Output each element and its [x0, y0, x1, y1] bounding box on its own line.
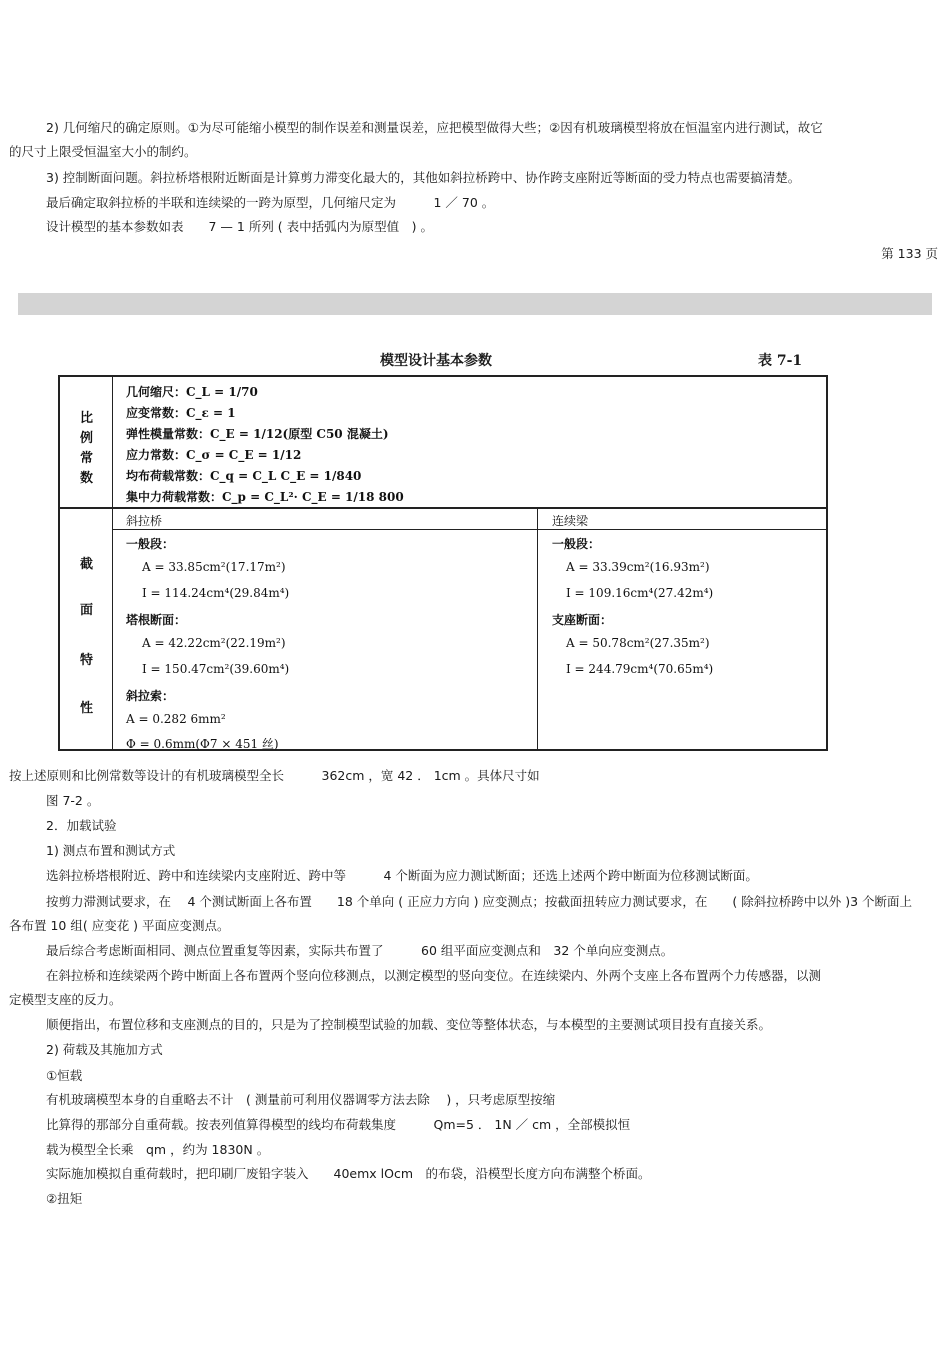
paragraph-line: 按剪力滞测试要求，在 4 个测试断面上各布置 18 个单向 ( 正应力方向 ) 应变测点；按截面扭转应力测试要求，在 ( 除斜拉桥跨中以外 )3 个断面上	[46, 894, 913, 909]
column-header-continuous-beam: 连续梁	[552, 514, 589, 528]
section-label-char: 例	[80, 431, 94, 446]
constant-line: 均布荷载常数：C_q = C_L C_E = 1/840	[126, 469, 362, 483]
constant-line: 应变常数：C_ε = 1	[126, 406, 236, 420]
page-divider-band	[18, 293, 932, 315]
section-property-line: 一般段：	[126, 537, 175, 551]
section-property-line: A = 50.78cm²(27.35m²)	[566, 636, 710, 650]
section-label-char: 常	[80, 451, 94, 466]
section-property-line: I = 244.79cm⁴(70.65m⁴)	[566, 662, 714, 676]
table-divider	[112, 377, 113, 749]
paragraph-line: 顺便指出，布置位移和支座测点的目的，只是为了控制模型试验的加载、变位等整体状态，与本模型的主要测试项目投有直接关系。	[46, 1017, 772, 1032]
paragraph-line: 3) 控制断面问题。斜拉桥塔根附近断面是计算剪力滞变化最大的，其他如斜拉桥跨中、协作跨支座附近等断面的受力特点也需要搞清楚。	[46, 170, 801, 185]
item-heading: ①恒载	[46, 1068, 83, 1083]
section-property-line: I = 150.47cm²(39.60m⁴)	[142, 662, 290, 676]
paragraph-line: 的尺寸上限受恒温室大小的制约。	[9, 144, 197, 159]
section-property-line: I = 109.16cm⁴(27.42m⁴)	[566, 586, 714, 600]
paragraph-line: 在斜拉桥和连续梁两个跨中断面上各布置两个竖向位移测点，以测定模型的竖向变位。在连续梁内、外两个支座上各布置两个力传感器，以测	[46, 968, 822, 983]
constant-line: 应力常数：C_σ = C_E = 1/12	[126, 448, 302, 462]
constant-line: 集中力荷载常数：C_p = C_L²· C_E = 1/18 800	[126, 490, 404, 504]
paragraph-line: 比算得的那部分自重荷载。按表列值算得模型的线均布荷载集度 Qm=5 ． 1N ／ cm ，全部模拟恒	[46, 1117, 631, 1132]
section-property-line: 塔根断面：	[126, 613, 187, 627]
table-divider	[60, 507, 826, 509]
paragraph-line: 按上述原则和比例常数等设计的有机玻璃模型全长 362cm ，宽 42 ． 1cm 。具体尺寸如	[9, 768, 540, 783]
table-divider	[112, 529, 826, 530]
section-label-char: 性	[80, 701, 94, 716]
section-label-char: 特	[80, 653, 94, 668]
item-heading: ②扭矩	[46, 1191, 83, 1206]
section-label-char: 面	[80, 603, 94, 618]
paragraph-line: 2) 几何缩尺的确定原则。①为尽可能缩小模型的制作误差和测量误差，应把模型做得大些；②因有机玻璃模型将放在恒温室内进行测试，故它	[46, 120, 823, 135]
table-title: 模型设计基本参数	[380, 353, 492, 369]
section-property-line: Φ = 0.6mm(Φ7 × 451 丝)	[126, 737, 279, 751]
table-divider	[537, 507, 538, 749]
paragraph-line: 最后综合考虑断面相同、测点位置重复等因素，实际共布置了 60 组平面应变测点和 32 个单向应变测点。	[46, 943, 674, 958]
section-property-line: 斜拉索：	[126, 689, 175, 703]
subsection-heading: 1) 测点布置和测试方式	[46, 843, 176, 858]
paragraph-line: 图 7-2 。	[46, 793, 100, 808]
paragraph-line: 有机玻璃模型本身的自重略去不计 ( 测量前可利用仪器调零方法去除 ) ，只考虑原型按缩	[46, 1092, 556, 1107]
subsection-heading: 2) 荷载及其施加方式	[46, 1042, 163, 1057]
paragraph-line: 最后确定取斜拉桥的半联和连续梁的一跨为原型，几何缩尺定为 1 ／ 70 。	[46, 195, 495, 210]
section-label-char: 比	[80, 411, 94, 426]
constant-line: 弹性模量常数：C_E = 1/12(原型 C50 混凝土)	[126, 427, 389, 441]
paragraph-line: 实际施加模拟自重荷载时，把印刷厂废铅字装入 40emx lOcm 的布袋，沿模型长度方向布满整个桥面。	[46, 1166, 651, 1181]
section-property-line: I = 114.24cm⁴(29.84m⁴)	[142, 586, 290, 600]
paragraph-line: 选斜拉桥塔根附近、跨中和连续梁内支座附近、跨中等 4 个断面为应力测试断面；还选上述两个跨中断面为位移测试断面。	[46, 868, 758, 883]
paragraph-line: 设计模型的基本参数如表 7 — 1 所列 ( 表中括弧内为原型值 ) 。	[46, 219, 434, 234]
parameter-table	[58, 375, 828, 751]
section-property-line: 支座断面：	[552, 613, 613, 627]
paragraph-line: 各布置 10 组( 应变花 ) 平面应变测点。	[9, 918, 230, 933]
constant-line: 几何缩尺：C_L = 1/70	[126, 385, 258, 399]
paragraph-line: 载为模型全长乘 qm ，约为 1830N 。	[46, 1142, 270, 1157]
section-heading: 2．加载试验	[46, 818, 117, 833]
section-property-line: A = 42.22cm²(22.19m²)	[142, 636, 286, 650]
section-property-line: A = 33.85cm²(17.17m²)	[142, 560, 286, 574]
section-property-line: 一般段：	[552, 537, 601, 551]
section-property-line: A = 0.282 6mm²	[126, 712, 226, 726]
column-header-cable-stayed: 斜拉桥	[126, 514, 163, 528]
section-label-char: 截	[80, 557, 94, 572]
table-number: 表 7-1	[758, 353, 803, 369]
page-number: 第 133 页	[881, 246, 938, 261]
section-property-line: A = 33.39cm²(16.93m²)	[566, 560, 710, 574]
section-label-char: 数	[80, 471, 94, 486]
paragraph-line: 定模型支座的反力。	[9, 992, 122, 1007]
